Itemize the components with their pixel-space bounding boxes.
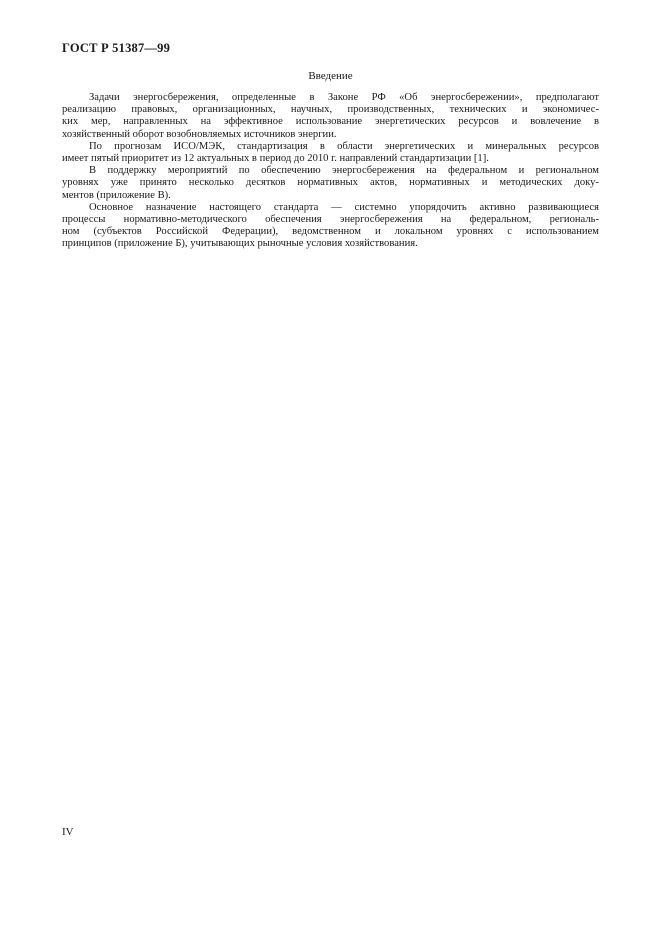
text-line: уровнях уже принято несколько десятков нормативных актов, нормативных и методических доку- <box>62 177 599 189</box>
text-line: процессы нормативно-методического обеспечения энергосбережения на федеральном, региональ- <box>62 214 599 226</box>
text-line: Основное назначение настоящего стандарта — системно упорядочить активно развивающиеся <box>89 201 599 213</box>
text-line: ном (субъектов Российской Федерации), ведомственном и локальном уровнях с использованием <box>62 226 599 238</box>
section-title: Введение <box>308 70 353 82</box>
document-code: ГОСТ Р 51387—99 <box>62 41 171 55</box>
paragraph-iso-iec-forecast <box>62 141 599 165</box>
text-line: По прогнозам ИСО/МЭК, стандартизация в области энергетических и минеральных ресурсов <box>89 140 599 152</box>
text-line: принципов (приложение Б), учитывающих рыночные условия хозяйствования. <box>62 238 418 250</box>
page-number: IV <box>62 826 74 838</box>
text-line: имеет пятый приоритет из 12 актуальных в период до 2010 г. направлений стандартизации [1]. <box>62 153 489 165</box>
introduction-body <box>62 92 599 251</box>
text-line: хозяйственный оборот возобновляемых источников энергии. <box>62 128 337 140</box>
text-line: В поддержку мероприятий по обеспечению энергосбережения на федеральном и региональном <box>89 165 599 177</box>
text-line: ких мер, направленных на эффективное использование энергетических ресурсов и вовлечение в <box>62 116 599 128</box>
paragraph-support-measures <box>62 165 599 202</box>
text-line: Задачи энергосбережения, определенные в Законе РФ «Об энергосбережении», предполагают <box>89 92 599 103</box>
text-line: реализацию правовых, организационных, научных, производственных, технических и экономичес- <box>62 104 599 116</box>
text-line: ментов (приложение В). <box>62 189 171 201</box>
paragraph-energy-saving-tasks <box>62 92 599 141</box>
paragraph-standard-purpose <box>62 202 599 251</box>
